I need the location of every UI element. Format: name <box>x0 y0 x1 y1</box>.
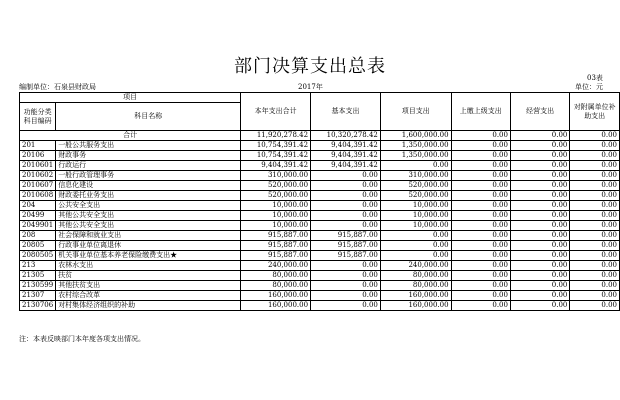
cell-total: 10,754,391.42 <box>241 141 311 151</box>
cell-project: 0.00 <box>380 241 451 251</box>
cell-total: 520,000.00 <box>241 181 311 191</box>
report-year: 2017年 <box>298 83 323 91</box>
cell-code: 2049901 <box>20 221 56 231</box>
cell-basic: 0.00 <box>311 221 381 231</box>
cell-project: 0.00 <box>380 231 451 241</box>
cell-business: 0.00 <box>510 141 569 151</box>
cell-upper: 0.00 <box>451 241 510 251</box>
header-basic: 基本支出 <box>311 93 381 131</box>
cell-project: 0.00 <box>380 251 451 261</box>
total-business: 0.00 <box>510 131 569 141</box>
header-project: 项目支出 <box>380 93 451 131</box>
cell-subsidy: 0.00 <box>570 221 620 231</box>
cell-upper: 0.00 <box>451 201 510 211</box>
cell-name: 社会保障和就业支出 <box>56 231 241 241</box>
cell-business: 0.00 <box>510 261 569 271</box>
table-row <box>20 211 620 221</box>
cell-upper: 0.00 <box>451 281 510 291</box>
cell-total: 80,000.00 <box>241 271 311 281</box>
cell-project: 10,000.00 <box>380 201 451 211</box>
cell-subsidy: 0.00 <box>570 231 620 241</box>
cell-project: 520,000.00 <box>380 191 451 201</box>
cell-business: 0.00 <box>510 241 569 251</box>
cell-upper: 0.00 <box>451 191 510 201</box>
cell-name: 机关事业单位基本养老保险缴费支出★ <box>56 251 241 261</box>
cell-upper: 0.00 <box>451 301 510 311</box>
cell-total: 915,887.00 <box>241 231 311 241</box>
cell-business: 0.00 <box>510 191 569 201</box>
cell-name: 财政委托业务支出 <box>56 191 241 201</box>
cell-total: 9,404,391.42 <box>241 161 311 171</box>
cell-subsidy: 0.00 <box>570 141 620 151</box>
cell-total: 80,000.00 <box>241 281 311 291</box>
cell-subsidy: 0.00 <box>570 181 620 191</box>
cell-total: 915,887.00 <box>241 251 311 261</box>
cell-subsidy: 0.00 <box>570 171 620 181</box>
cell-basic: 915,887.00 <box>311 241 381 251</box>
table-row <box>20 151 620 161</box>
cell-name: 一般行政管理事务 <box>56 171 241 181</box>
cell-project: 0.00 <box>380 161 451 171</box>
cell-upper: 0.00 <box>451 231 510 241</box>
form-number: 03表 <box>587 74 603 82</box>
cell-upper: 0.00 <box>451 291 510 301</box>
cell-code: 2130599 <box>20 281 56 291</box>
cell-business: 0.00 <box>510 301 569 311</box>
cell-name: 扶贫 <box>56 271 241 281</box>
cell-subsidy: 0.00 <box>570 161 620 171</box>
page-title: 部门决算支出总表 <box>234 56 386 77</box>
cell-subsidy: 0.00 <box>570 251 620 261</box>
cell-business: 0.00 <box>510 211 569 221</box>
cell-basic: 915,887.00 <box>311 231 381 241</box>
cell-upper: 0.00 <box>451 221 510 231</box>
table-row <box>20 271 620 281</box>
cell-name: 农村综合改革 <box>56 291 241 301</box>
cell-basic: 915,887.00 <box>311 251 381 261</box>
cell-project: 1,350,000.00 <box>380 141 451 151</box>
cell-total: 160,000.00 <box>241 301 311 311</box>
cell-code: 2010602 <box>20 171 56 181</box>
cell-code: 204 <box>20 201 56 211</box>
cell-project: 10,000.00 <box>380 211 451 221</box>
cell-basic: 0.00 <box>311 301 381 311</box>
cell-upper: 0.00 <box>451 171 510 181</box>
total-row <box>20 131 620 141</box>
table-row <box>20 231 620 241</box>
cell-business: 0.00 <box>510 161 569 171</box>
cell-code: 2080505 <box>20 251 56 261</box>
total-project: 1,600,000.00 <box>380 131 451 141</box>
cell-code: 2010608 <box>20 191 56 201</box>
header-name: 科目名称 <box>56 103 241 131</box>
total-basic: 10,320,278.42 <box>311 131 381 141</box>
cell-upper: 0.00 <box>451 161 510 171</box>
header-item-group: 项目 <box>20 93 241 103</box>
cell-project: 160,000.00 <box>380 291 451 301</box>
header-business: 经营支出 <box>510 93 569 131</box>
cell-business: 0.00 <box>510 271 569 281</box>
cell-total: 520,000.00 <box>241 191 311 201</box>
cell-subsidy: 0.00 <box>570 151 620 161</box>
cell-basic: 0.00 <box>311 271 381 281</box>
cell-name: 一般公共服务支出 <box>56 141 241 151</box>
cell-upper: 0.00 <box>451 261 510 271</box>
cell-total: 915,887.00 <box>241 241 311 251</box>
cell-name: 行政运行 <box>56 161 241 171</box>
cell-name: 财政事务 <box>56 151 241 161</box>
table-row <box>20 141 620 151</box>
cell-upper: 0.00 <box>451 151 510 161</box>
cell-subsidy: 0.00 <box>570 281 620 291</box>
cell-upper: 0.00 <box>451 251 510 261</box>
cell-name: 对村集体经济组织的补助 <box>56 301 241 311</box>
cell-subsidy: 0.00 <box>570 191 620 201</box>
expenditure-table <box>19 92 620 311</box>
cell-code: 20499 <box>20 211 56 221</box>
cell-code: 208 <box>20 231 56 241</box>
table-row <box>20 291 620 301</box>
cell-business: 0.00 <box>510 181 569 191</box>
total-upper: 0.00 <box>451 131 510 141</box>
cell-basic: 0.00 <box>311 191 381 201</box>
cell-subsidy: 0.00 <box>570 261 620 271</box>
cell-upper: 0.00 <box>451 211 510 221</box>
cell-business: 0.00 <box>510 291 569 301</box>
table-row <box>20 301 620 311</box>
table-row <box>20 251 620 261</box>
cell-project: 310,000.00 <box>380 171 451 181</box>
cell-basic: 9,404,391.42 <box>311 161 381 171</box>
table-row <box>20 241 620 251</box>
cell-basic: 9,404,391.42 <box>311 141 381 151</box>
cell-upper: 0.00 <box>451 181 510 191</box>
cell-project: 10,000.00 <box>380 221 451 231</box>
cell-code: 2010607 <box>20 181 56 191</box>
table-row <box>20 171 620 181</box>
cell-subsidy: 0.00 <box>570 271 620 281</box>
cell-upper: 0.00 <box>451 271 510 281</box>
cell-basic: 0.00 <box>311 291 381 301</box>
cell-project: 80,000.00 <box>380 281 451 291</box>
compiling-unit: 编制单位：石泉县财政局 <box>19 83 96 91</box>
cell-project: 520,000.00 <box>380 181 451 191</box>
cell-subsidy: 0.00 <box>570 201 620 211</box>
cell-basic: 0.00 <box>311 211 381 221</box>
cell-subsidy: 0.00 <box>570 211 620 221</box>
cell-business: 0.00 <box>510 281 569 291</box>
cell-upper: 0.00 <box>451 141 510 151</box>
cell-name: 公共安全支出 <box>56 201 241 211</box>
cell-project: 240,000.00 <box>380 261 451 271</box>
cell-code: 21307 <box>20 291 56 301</box>
cell-total: 10,000.00 <box>241 221 311 231</box>
cell-business: 0.00 <box>510 221 569 231</box>
cell-code: 21305 <box>20 271 56 281</box>
cell-project: 160,000.00 <box>380 301 451 311</box>
cell-subsidy: 0.00 <box>570 291 620 301</box>
cell-business: 0.00 <box>510 171 569 181</box>
cell-code: 213 <box>20 261 56 271</box>
total-label: 合计 <box>20 131 241 141</box>
cell-basic: 0.00 <box>311 281 381 291</box>
cell-name: 其他公共安全支出 <box>56 211 241 221</box>
cell-basic: 0.00 <box>311 261 381 271</box>
header-subsidy: 对附属单位补助支出 <box>570 93 620 131</box>
cell-business: 0.00 <box>510 151 569 161</box>
total-subsidy: 0.00 <box>570 131 620 141</box>
cell-project: 1,350,000.00 <box>380 151 451 161</box>
cell-total: 310,000.00 <box>241 171 311 181</box>
cell-code: 201 <box>20 141 56 151</box>
cell-name: 其他扶贫支出 <box>56 281 241 291</box>
cell-code: 2010601 <box>20 161 56 171</box>
cell-total: 10,000.00 <box>241 211 311 221</box>
footnote: 注：本表反映部门本年度各项支出情况。 <box>19 335 145 343</box>
cell-project: 80,000.00 <box>380 271 451 281</box>
cell-total: 240,000.00 <box>241 261 311 271</box>
cell-name: 行政事业单位离退休 <box>56 241 241 251</box>
header-code: 功能分类科目编码 <box>20 103 56 131</box>
cell-basic: 0.00 <box>311 181 381 191</box>
table-row <box>20 161 620 171</box>
cell-total: 10,000.00 <box>241 201 311 211</box>
cell-subsidy: 0.00 <box>570 301 620 311</box>
table-row <box>20 261 620 271</box>
currency-unit: 单位：元 <box>575 83 603 91</box>
cell-name: 信息化建设 <box>56 181 241 191</box>
cell-business: 0.00 <box>510 201 569 211</box>
table-row <box>20 191 620 201</box>
header-total: 本年支出合计 <box>241 93 311 131</box>
cell-total: 10,754,391.42 <box>241 151 311 161</box>
cell-basic: 0.00 <box>311 171 381 181</box>
table-row <box>20 201 620 211</box>
cell-total: 160,000.00 <box>241 291 311 301</box>
cell-code: 2130706 <box>20 301 56 311</box>
table-row <box>20 221 620 231</box>
cell-name: 其他公共安全支出 <box>56 221 241 231</box>
cell-basic: 0.00 <box>311 201 381 211</box>
total-total: 11,920,278.42 <box>241 131 311 141</box>
header-upper: 上缴上级支出 <box>451 93 510 131</box>
cell-code: 20805 <box>20 241 56 251</box>
cell-name: 农林水支出 <box>56 261 241 271</box>
table-row <box>20 281 620 291</box>
cell-code: 20106 <box>20 151 56 161</box>
cell-basic: 9,404,391.42 <box>311 151 381 161</box>
cell-business: 0.00 <box>510 251 569 261</box>
cell-subsidy: 0.00 <box>570 241 620 251</box>
table-row <box>20 181 620 191</box>
cell-business: 0.00 <box>510 231 569 241</box>
